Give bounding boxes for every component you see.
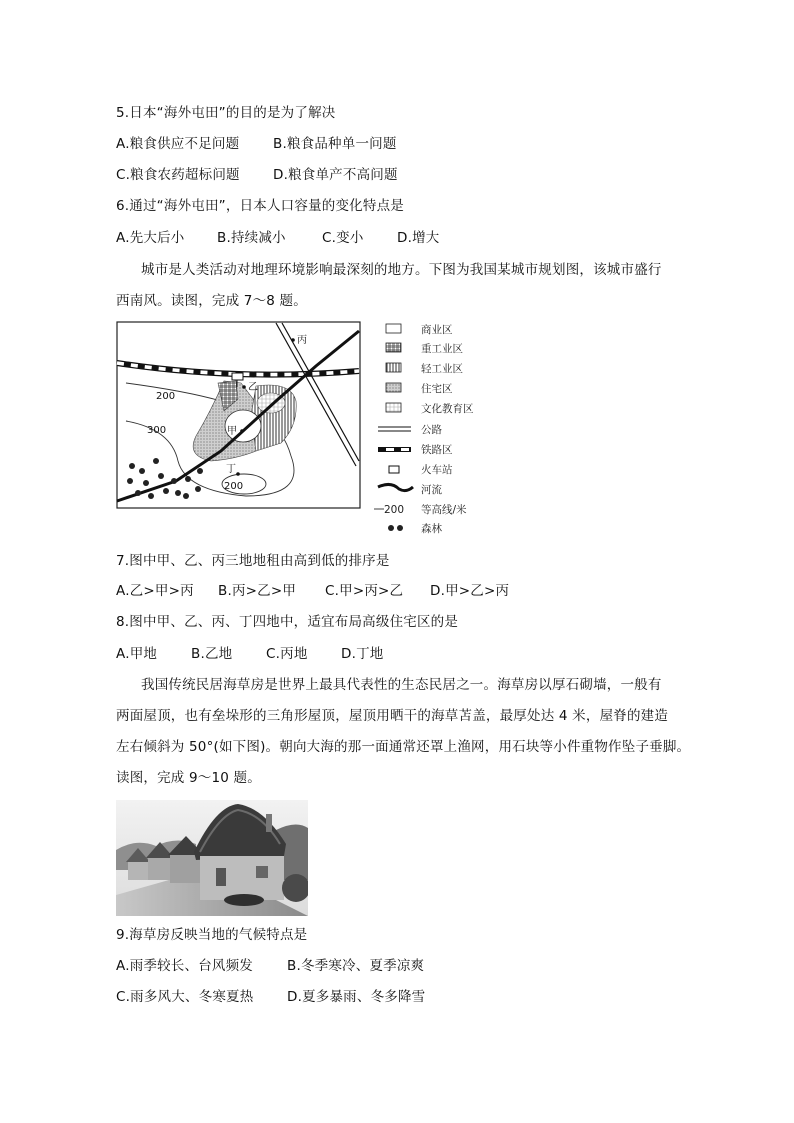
q5-option-d: D.粮食单产不高问题	[273, 167, 398, 183]
label-bing: 丙	[297, 335, 307, 346]
q5-option-a: A.粮食供应不足问题	[116, 136, 240, 152]
q5-option-c: C.粮食农药超标问题	[116, 167, 240, 183]
train-station	[232, 373, 243, 380]
intro1-line2: 西南风。读图，完成 7～8 题。	[116, 293, 307, 309]
q7-option-d: D.甲>乙>丙	[430, 583, 510, 599]
q7-stem: 7.图中甲、乙、丙三地地租由高到低的排序是	[116, 553, 390, 569]
q8-option-d: D.丁地	[341, 646, 384, 662]
legend-residential: 住宅区	[421, 383, 453, 395]
legend-river: 河流	[421, 484, 442, 496]
legend-contour: 等高线/米	[421, 504, 467, 516]
legend-heavy-industry: 重工业区	[421, 343, 463, 355]
q9-option-c: C.雨多风大、冬寒夏热	[116, 989, 254, 1005]
label-ding: 丁	[226, 464, 236, 475]
q6-option-d: D.增大	[397, 230, 440, 246]
q7-option-c: C.甲>丙>乙	[325, 583, 404, 599]
intro1-line1: 城市是人类活动对地理环境影响最深刻的地方。下图为我国某城市规划图，该城市盛行	[141, 262, 662, 278]
q5-option-b: B.粮食品种单一问题	[273, 136, 397, 152]
point-ding	[236, 472, 240, 476]
legend-forest: 森林	[421, 523, 442, 535]
contour-label-300: 300	[147, 425, 167, 436]
intro2-line2: 两面屋顶，也有垒垛形的三角形屋顶，屋顶用晒干的海草苫盖，最厚处达 4 米，屋脊的建造	[116, 708, 669, 724]
q7-option-b: B.丙>乙>甲	[218, 583, 297, 599]
q9-option-d: D.夏多暴雨、冬多降雪	[287, 989, 426, 1005]
q6-stem: 6.通过“海外屯田”，日本人口容量的变化特点是	[116, 198, 404, 214]
q8-option-a: A.甲地	[116, 646, 158, 662]
contour-label-200b: 200	[224, 481, 244, 492]
q9-option-b: B.冬季寒冷、夏季凉爽	[287, 958, 425, 974]
label-yi: 乙	[248, 382, 258, 393]
legend-road: 公路	[421, 424, 442, 436]
q6-option-b: B.持续减小	[217, 230, 286, 246]
legend-education: 文化教育区	[421, 403, 474, 415]
q8-option-b: B.乙地	[191, 646, 233, 662]
q5-stem: 5.日本“海外屯田”的目的是为了解决	[116, 105, 336, 121]
contour-label-200: 200	[156, 391, 176, 402]
point-bing	[291, 338, 295, 342]
intro2-line4: 读图，完成 9～10 题。	[116, 770, 261, 786]
legend-railway: 铁路区	[421, 444, 453, 456]
label-jia: 甲	[227, 426, 237, 437]
q6-option-c: C.变小	[322, 230, 364, 246]
q6-option-a: A.先大后小	[116, 230, 185, 246]
q7-option-a: A.乙>甲>丙	[116, 583, 194, 599]
legend-light-industry: 轻工业区	[421, 363, 463, 375]
q8-stem: 8.图中甲、乙、丙、丁四地中，适宜布局高级住宅区的是	[116, 614, 459, 630]
seaweed-house-photo	[116, 800, 308, 916]
legend-contour-sample: 200	[384, 504, 405, 516]
legend-train-station: 火车站	[421, 464, 453, 476]
q8-option-c: C.丙地	[266, 646, 308, 662]
city-planning-map	[116, 321, 480, 535]
legend-commercial: 商业区	[421, 324, 453, 336]
q9-option-a: A.雨季较长、台风频发	[116, 958, 253, 974]
q9-stem: 9.海草房反映当地的气候特点是	[116, 927, 308, 943]
map-legend	[374, 323, 474, 535]
point-jia	[240, 429, 244, 433]
intro2-line3: 左右倾斜为 50°(如下图)。朝向大海的那一面通常还罩上渔网，用石块等小件重物作坠子垂脚。	[116, 739, 691, 755]
point-yi	[242, 385, 246, 389]
intro2-line1: 我国传统民居海草房是世界上最具代表性的生态民居之一。海草房以厚石砌墙，一般有	[141, 677, 662, 693]
